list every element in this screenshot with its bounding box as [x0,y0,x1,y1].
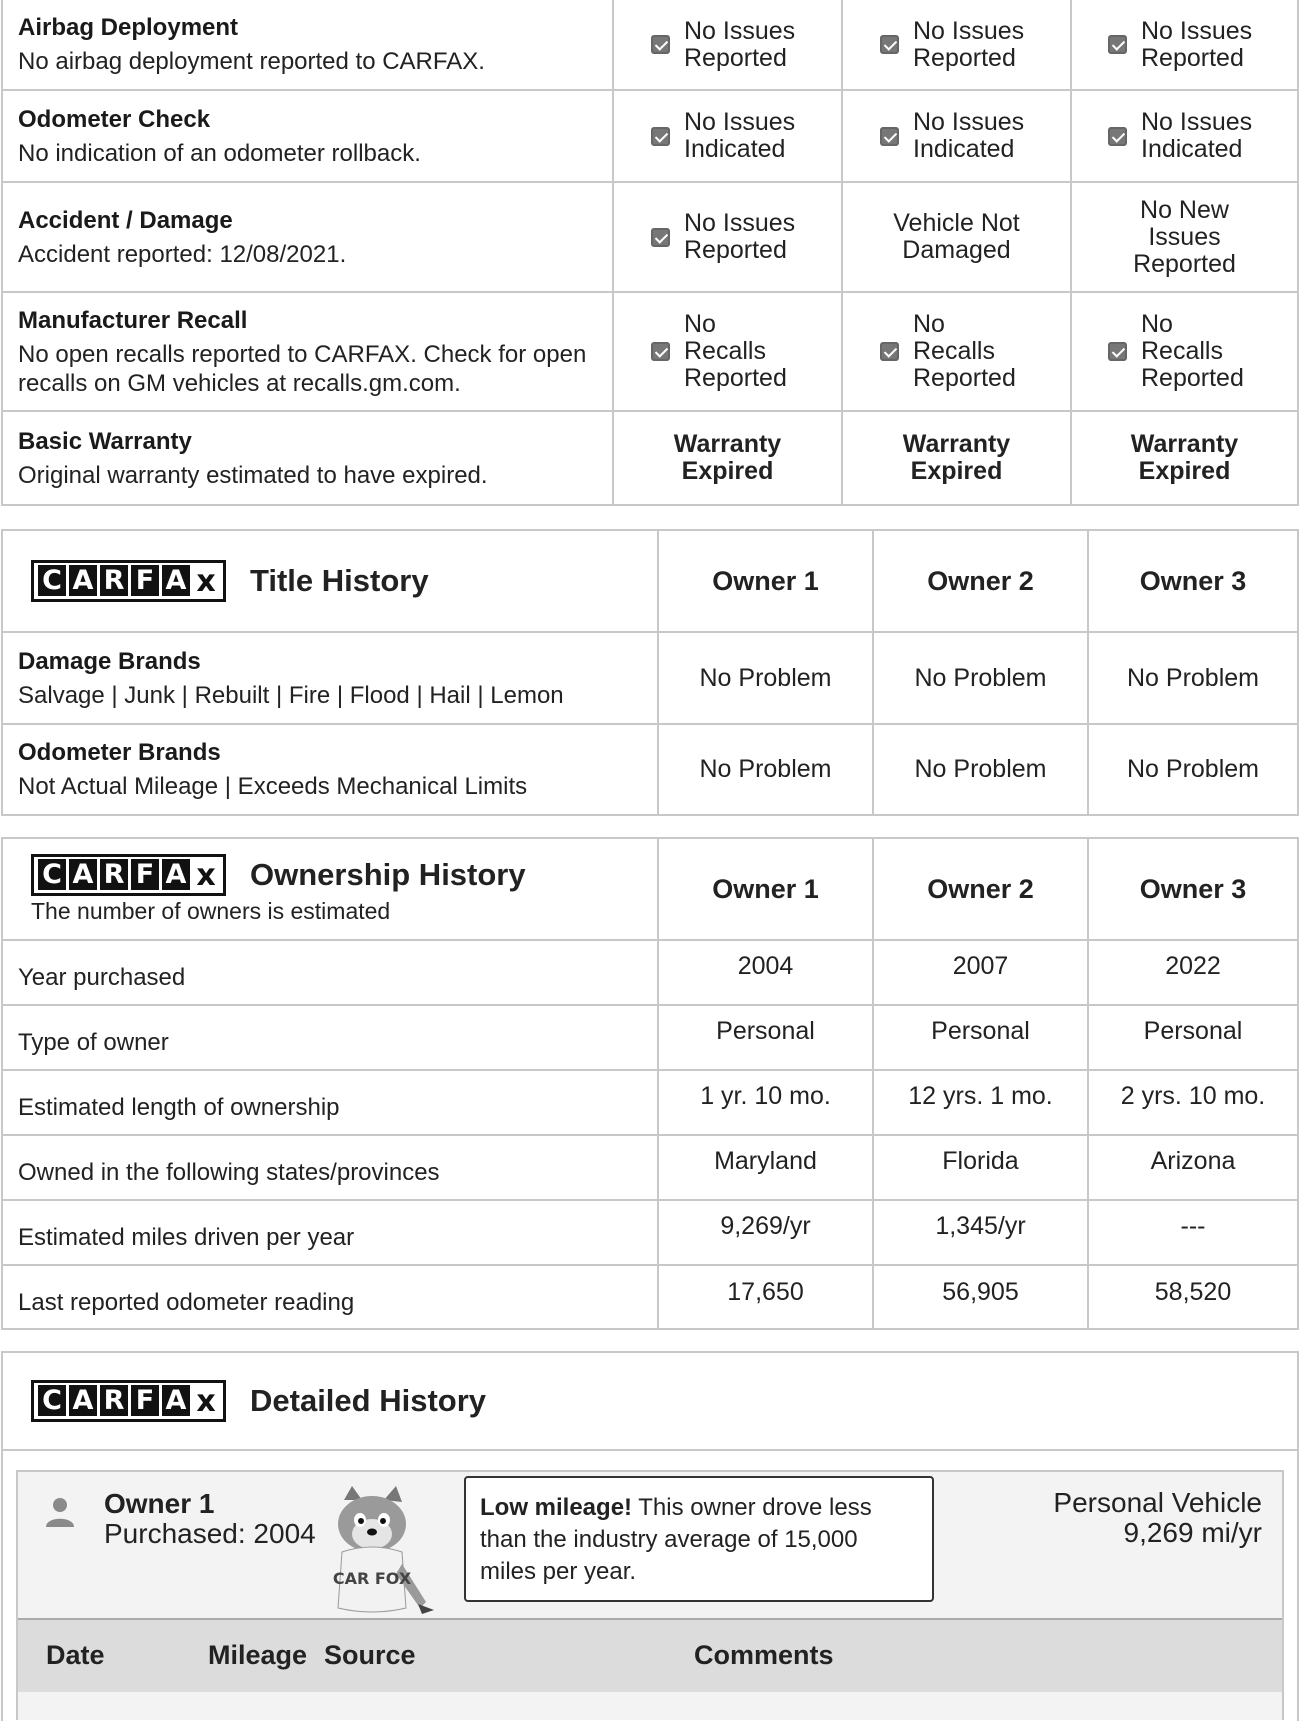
row-title: Basic Warranty [18,427,192,455]
value-text: No Issues Indicated [1141,108,1253,163]
value-cell: Maryland [658,1135,873,1200]
value-cell: 2 yrs. 10 mo. [1088,1070,1297,1135]
history-table-header [18,1618,1282,1692]
detailed-history-heading: Detailed History [250,1383,487,1418]
miles-per-year: 9,269 mi/yr [1123,1517,1262,1548]
value-cell [1071,292,1297,411]
value-text: No Issues Reported [1141,16,1253,72]
value-cell: 17,650 [658,1265,873,1330]
owner-2-header: Owner 2 [873,839,1088,940]
checkbox-checked-icon [1108,35,1127,54]
history-checks-section [1,0,1299,506]
carfax-logo: C A R F A x [31,1380,226,1422]
checkbox-checked-icon [651,127,670,146]
value-text: No Issues Indicated [913,108,1025,163]
callout-bold: Low mileage! [480,1494,633,1521]
table-row [3,632,1297,724]
title-history-heading: Title History [250,563,429,598]
person-icon [45,1496,75,1528]
value-text: No Issues Reported [684,209,796,264]
checkbox-checked-icon [1108,127,1127,146]
row-description: No open recalls reported to CARFAX. Check for open recalls on GM vehicles at recalls.gm.com. [18,340,587,397]
table-row [3,90,1297,182]
owner-2-header: Owner 2 [873,531,1088,632]
table-row [3,724,1297,814]
checkbox-checked-icon [880,35,899,54]
value-text: No Recalls Reported [913,310,1016,392]
detail-owner-name: Owner 1 [104,1488,215,1519]
owner-1-header: Owner 1 [658,839,873,940]
value-cell: 1,345/yr [873,1200,1088,1265]
row-description: Original warranty estimated to have expired. [18,461,488,489]
value-text: No Issues Indicated [684,108,796,163]
carfox-mascot-icon [322,1486,434,1616]
owner-3-header: Owner 3 [1088,839,1297,940]
value-cell [613,182,842,292]
value-cell [1071,90,1297,182]
value-cell [613,90,842,182]
value-cell [1071,0,1297,90]
value-cell: No Problem [658,724,873,814]
table-row [3,0,1297,90]
value-cell: 1 yr. 10 mo. [658,1070,873,1135]
row-title: Airbag Deployment [18,14,239,41]
ownership-history-section [1,837,1299,1330]
value-text: No Issues Reported [913,16,1025,72]
value-cell [613,0,842,90]
value-cell: 2004 [658,940,873,1005]
checkbox-checked-icon [651,35,670,54]
value-cell: Personal [873,1005,1088,1070]
row-label: Last reported odometer reading [18,1289,355,1316]
ownership-subtitle: The number of owners is estimated [31,897,391,924]
row-label: Type of owner [18,1028,169,1056]
detail-purchased: Purchased: 2004 [104,1518,316,1549]
col-comments: Comments [694,1640,834,1670]
value-cell: Warranty Expired [1071,411,1297,504]
value-cell: No Problem [1088,632,1297,724]
vehicle-type: Personal Vehicle [1053,1487,1262,1518]
row-title: Accident / Damage [18,206,233,234]
row-label: Estimated length of ownership [18,1093,340,1121]
row-label: Estimated miles driven per year [18,1223,355,1251]
value-cell: Warranty Expired [613,411,842,504]
row-title: Odometer Check [18,105,211,133]
checkbox-checked-icon [880,127,899,146]
history-checks-table [3,0,1297,504]
value-cell: 56,905 [873,1265,1088,1330]
owner-1-detail-card [16,1470,1284,1720]
carfax-logo: C A R F A x [31,560,226,602]
checkbox-checked-icon [1108,342,1127,361]
col-source: Source [324,1640,416,1670]
col-date: Date [46,1640,105,1670]
value-cell: Vehicle Not Damaged [842,182,1071,292]
value-cell: 2007 [873,940,1088,1005]
owner-1-header: Owner 1 [658,531,873,632]
value-cell: --- [1088,1200,1297,1265]
low-mileage-callout [464,1476,934,1602]
carfax-logo: C A R F A x [31,854,226,896]
value-cell: No Problem [873,724,1088,814]
table-row [3,411,1297,504]
value-cell [842,90,1071,182]
table-row [3,1200,1297,1265]
value-cell: Warranty Expired [842,411,1071,504]
value-cell: 12 yrs. 1 mo. [873,1070,1088,1135]
title-history-table [3,531,1297,814]
row-description: Accident reported: 12/08/2021. [18,240,347,268]
row-label: Year purchased [18,963,186,991]
value-cell: No Problem [873,632,1088,724]
owner-3-header: Owner 3 [1088,531,1297,632]
value-cell: Florida [873,1135,1088,1200]
value-cell: Personal [658,1005,873,1070]
callout-text: This owner drove less than the industry average of 15,000 miles per year. [480,1494,872,1585]
row-description: Salvage | Junk | Rebuilt | Fire | Flood | Hail | Lemon [18,681,564,709]
value-cell: 58,520 [1088,1265,1297,1330]
value-cell [842,0,1071,90]
value-cell: Personal [1088,1005,1297,1070]
value-cell: Arizona [1088,1135,1297,1200]
row-description: No indication of an odometer rollback. [18,139,421,167]
vehicle-usage [1053,1488,1262,1548]
value-cell: 9,269/yr [658,1200,873,1265]
value-cell [613,292,842,411]
table-row [3,182,1297,292]
ownership-history-heading: Ownership History [250,856,526,892]
title-history-section [1,529,1299,816]
value-cell: No Problem [1088,724,1297,814]
table-row [3,1070,1297,1135]
value-cell: 2022 [1088,940,1297,1005]
value-text: No Recalls Reported [684,310,787,392]
value-cell [842,292,1071,411]
fox-shirt-text: CAR FOX [332,1569,412,1588]
row-description: Not Actual Mileage | Exceeds Mechanical Limits [18,773,528,800]
row-title: Damage Brands [18,647,201,675]
table-row [3,940,1297,1005]
value-text: No Issues Reported [684,16,796,72]
ownership-history-table [3,839,1297,1330]
value-text: No Recalls Reported [1141,310,1244,392]
checkbox-checked-icon [651,228,670,247]
value-cell: No Problem [658,632,873,724]
table-row [3,1135,1297,1200]
table-row [3,1265,1297,1330]
row-label: Owned in the following states/provinces [18,1158,440,1186]
table-row [3,1005,1297,1070]
row-title: Odometer Brands [18,739,221,766]
col-mileage: Mileage [208,1640,308,1670]
row-description: No airbag deployment reported to CARFAX. [18,48,485,75]
checkbox-checked-icon [651,342,670,361]
table-row [3,292,1297,411]
value-cell: No New Issues Reported [1071,182,1297,292]
row-title: Manufacturer Recall [18,306,248,334]
checkbox-checked-icon [880,342,899,361]
